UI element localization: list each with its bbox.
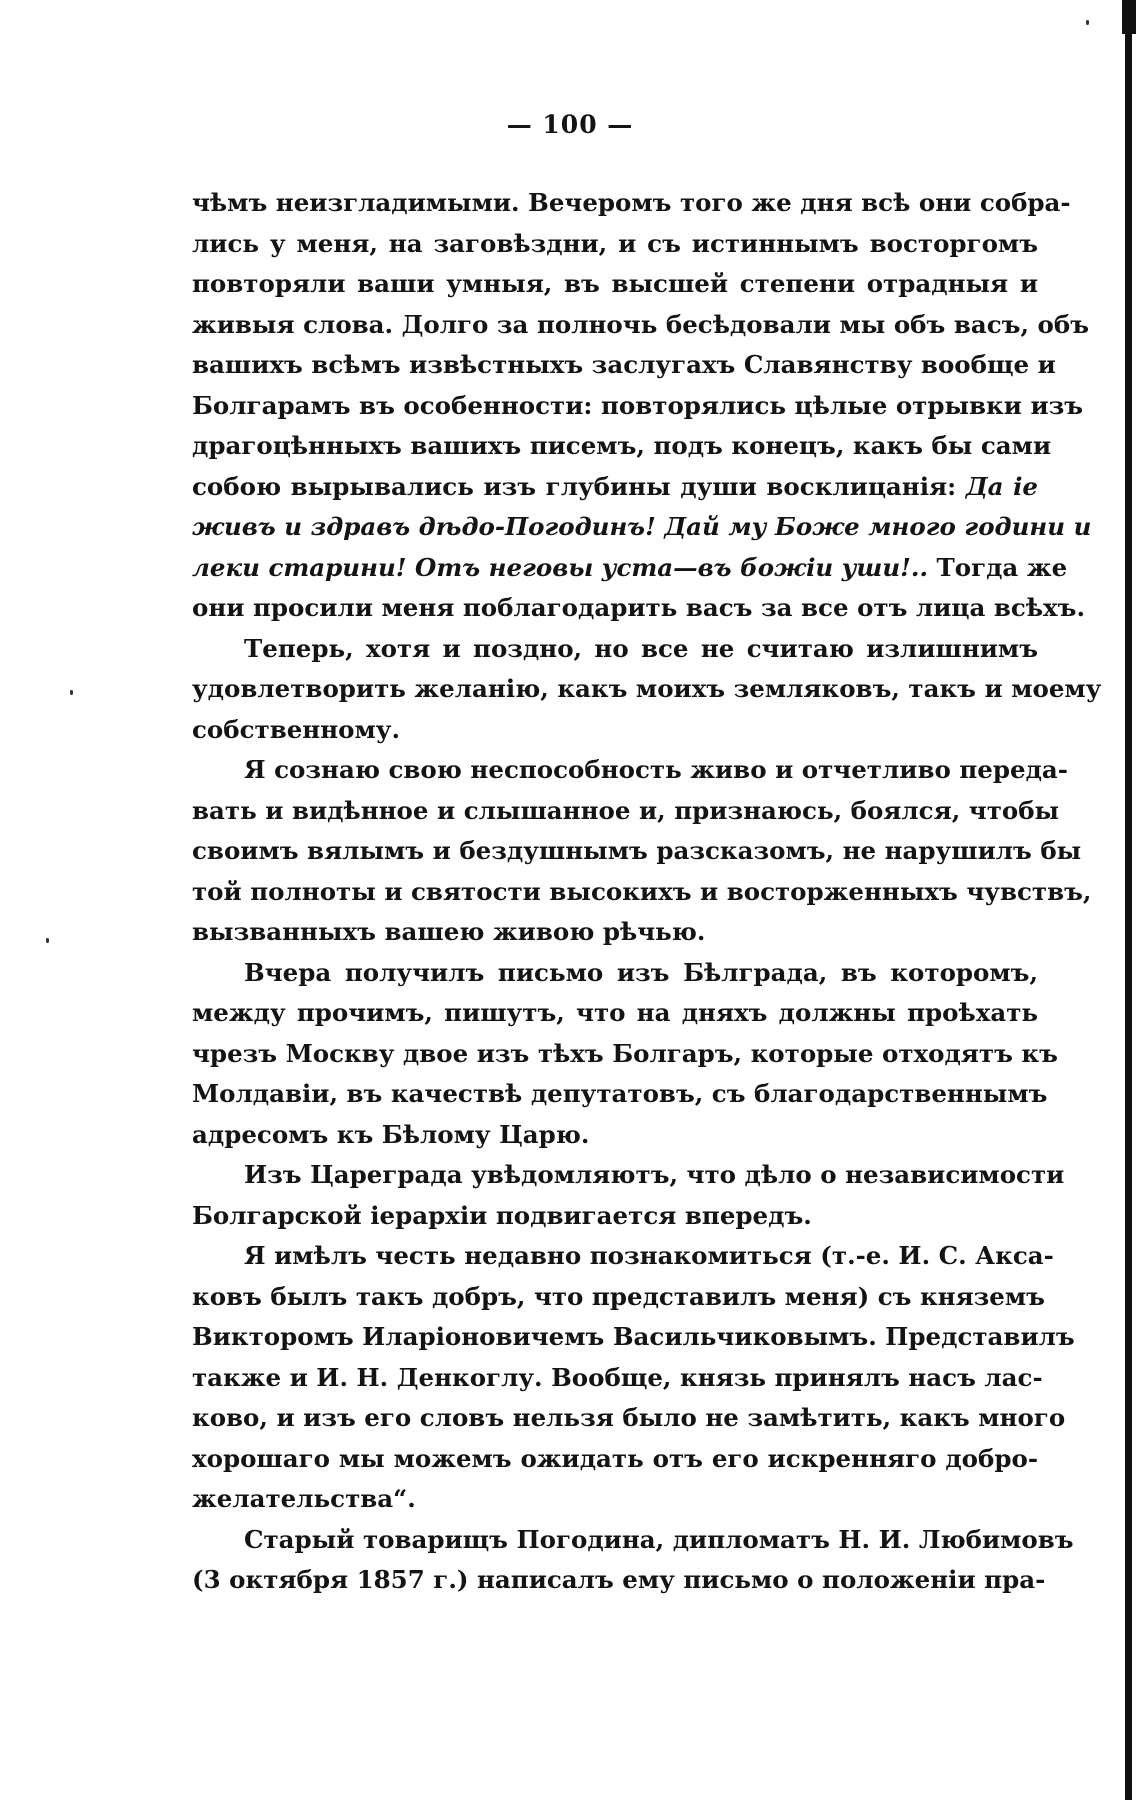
paragraph-start-line: Теперь, хотя и поздно, но все не считаю излишнимъ	[244, 633, 1038, 663]
text-line: удовлетворить желанію, какъ моихъ земляковъ, такъ и моему	[192, 674, 1102, 703]
text-line: повторяли ваши умныя, въ высшей степени отрадныя и	[192, 269, 1038, 298]
text-line: чѣмъ неизгладимыми. Вечеромъ того же дня всѣ они собра-	[192, 188, 1071, 217]
text-line: ковъ былъ такъ добръ, что представилъ меня) съ княземъ	[192, 1281, 1045, 1311]
text-line-italic	[192, 507, 1092, 548]
text-line: ково, и изъ его словъ нельзя было не замѣтить, какъ много	[192, 1403, 1066, 1432]
paragraph-start-line: Я имѣлъ честь недавно познакомиться (т.-е. И. С. Акса-	[244, 1241, 1054, 1270]
text-segment: Тогда же	[936, 552, 1068, 582]
paragraph-start-line: Старый товарищъ Погодина, дипломатъ Н. И. Любимовъ	[244, 1524, 1074, 1554]
paragraph-start-line: Изъ Цареграда увѣдомляютъ, что дѣло о независимости	[244, 1160, 1065, 1189]
text-line: Болгарской іерархіи подвигается впередъ.	[192, 1200, 812, 1230]
text-line: (3 октября 1857 г.) написалъ ему письмо о положеніи пра-	[192, 1565, 1046, 1594]
body-text	[192, 183, 1102, 1601]
text-line-mixed	[192, 548, 1068, 589]
text-line: Молдавіи, въ качествѣ депутатовъ, съ благодарственнымъ	[192, 1079, 1048, 1108]
text-line: своимъ вялымъ и бездушнымъ разсказомъ, не нарушилъ бы	[192, 836, 1082, 865]
text-line: адресомъ къ Бѣлому Царю.	[192, 1119, 590, 1149]
paragraph-start-line: Я сознаю свою неспособность живо и отчетливо переда-	[244, 755, 1068, 784]
text-line: драгоцѣнныхъ вашихъ писемъ, подъ конецъ, какъ бы сами	[192, 431, 1052, 460]
text-line: лись у меня, на заговѣздни, и съ истиннымъ восторгомъ	[192, 228, 1038, 258]
margin-speck	[70, 690, 73, 695]
text-line-mixed	[192, 467, 1038, 508]
italic-quote: живъ и здравъ дѣдо-Погодинъ! Дай му Боже много години и	[192, 512, 1092, 541]
text-line: Викторомъ Иларіоновичемъ Васильчиковымъ. Представилъ	[192, 1322, 1075, 1351]
text-line: они просили меня поблагодарить васъ за все отъ лица всѣхъ.	[192, 593, 1085, 622]
text-line: вашихъ всѣмъ извѣстныхъ заслугахъ Славянству вообще и	[192, 350, 1056, 379]
paragraph-start-line: Вчера получилъ письмо изъ Бѣлграда, въ которомъ,	[244, 957, 1038, 987]
margin-speck	[1086, 20, 1089, 25]
text-line: также и И. Н. Денкоглу. Вообще, князь принялъ насъ лас-	[192, 1362, 1043, 1392]
text-line: чрезъ Москву двое изъ тѣхъ Болгаръ, которые отходятъ къ	[192, 1038, 1058, 1068]
text-line: хорошаго мы можемъ ожидать отъ его искренняго добро-	[192, 1443, 1038, 1473]
text-line: желательства“.	[192, 1484, 416, 1513]
text-line: живыя слова. Долго за полночь бесѣдовали мы объ васъ, объ	[192, 309, 1089, 339]
text-line: вать и видѣнное и слышанное и, признаюсь, боялся, чтобы	[192, 795, 1060, 825]
italic-quote: леки старини! Отъ неговы уста—въ божіи уши!..	[192, 552, 928, 582]
text-line: собственному.	[192, 714, 401, 744]
margin-speck	[46, 938, 49, 943]
page-right-edge-border	[1125, 10, 1132, 1800]
text-line: той полноты и святости высокихъ и восторженныхъ чувствъ,	[192, 876, 1092, 906]
text-line: вызванныхъ вашею живою рѣчью.	[192, 917, 706, 946]
page-number: — 100 —	[506, 110, 634, 139]
italic-quote: Да іе	[965, 471, 1039, 501]
text-line: между прочимъ, пишутъ, что на дняхъ должны проѣхать	[192, 998, 1038, 1027]
text-segment: собою вырывались изъ глубины души восклицанія:	[192, 471, 957, 501]
text-line: Болгарамъ въ особенности: повторялись цѣлые отрывки изъ	[192, 390, 1084, 420]
